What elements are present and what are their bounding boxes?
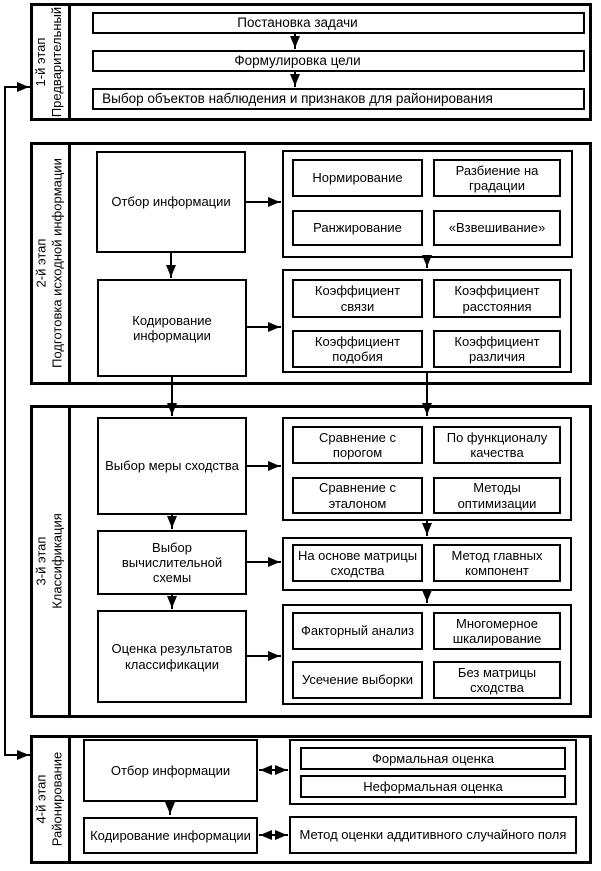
node-etalon-comparison: Сравнение с эталоном — [292, 477, 423, 514]
node-difference-coefficient: Коэффициент различия — [433, 330, 561, 368]
node-ranking: Ранжирование — [292, 210, 423, 246]
stage1-label — [30, 3, 68, 121]
stage2-label — [31, 142, 69, 385]
node-object-and-feature-selection: Выбор объектов наблюдения и признаков для районирования — [92, 88, 585, 110]
node-distance-coefficient: Коэффициент расстояния — [433, 279, 561, 318]
node-quality-functional: По функционалу качества — [433, 426, 561, 464]
node-gradation-split: Разбиение на градации — [433, 159, 561, 197]
stage1-label-line1: 1-й этап — [33, 37, 48, 87]
node-goal-formulation: Формулировка цели — [92, 50, 585, 72]
node-factor-analysis: Факторный анализ — [292, 612, 423, 650]
stage2-label-line1: 2-й этап — [33, 238, 49, 288]
node-similarity-measure-choice: Выбор меры сходства — [97, 417, 247, 515]
stage1-label-line2: Предварительный — [49, 6, 64, 118]
stage4-label-line1: 4-й этап — [33, 774, 49, 824]
stage2-label-line2: Подготовка исходной информации — [49, 158, 65, 368]
node-information-selection-zoning: Отбор информации — [83, 739, 258, 802]
node-without-similarity-matrix: Без матрицы сходства — [433, 661, 561, 699]
node-classification-results-evaluation: Оценка результатов классификации — [97, 610, 247, 703]
node-formal-assessment: Формальная оценка — [300, 747, 566, 770]
node-similarity-matrix-based: На основе матрицы сходства — [292, 544, 423, 582]
stage3-label — [31, 405, 69, 718]
node-principal-components: Метод главных компонент — [433, 544, 561, 582]
stage3-label-line2: Классификация — [49, 513, 65, 609]
node-similarity-coefficient: Коэффициент подобия — [292, 330, 423, 368]
node-information-selection: Отбор информации — [96, 151, 246, 253]
node-information-coding: Кодирование информации — [97, 279, 247, 377]
node-multidimensional-scaling: Многомерное шкалирование — [433, 612, 561, 650]
node-computation-scheme-choice: Выбор вычислительной схемы — [97, 530, 247, 595]
node-problem-statement: Постановка задачи — [92, 12, 585, 34]
node-normalization: Нормирование — [292, 159, 423, 197]
stage3-label-line1: 3-й этап — [33, 536, 49, 586]
stage4-label-line2: Районирование — [49, 751, 65, 847]
node-additive-random-field-method: Метод оценки аддитивного случайного поля — [289, 816, 577, 854]
node-informal-assessment: Неформальная оценка — [300, 775, 566, 798]
node-information-coding-zoning: Кодирование информации — [83, 817, 258, 854]
node-coupling-coefficient: Коэффициент связи — [292, 279, 423, 318]
node-sample-truncation: Усечение выборки — [292, 661, 423, 699]
node-threshold-comparison: Сравнение с порогом — [292, 426, 423, 464]
stage4-label — [31, 735, 69, 864]
node-optimization-methods: Методы оптимизации — [433, 477, 561, 514]
stage1-label-divider — [68, 3, 71, 121]
node-weighting: «Взвешивание» — [433, 210, 561, 246]
